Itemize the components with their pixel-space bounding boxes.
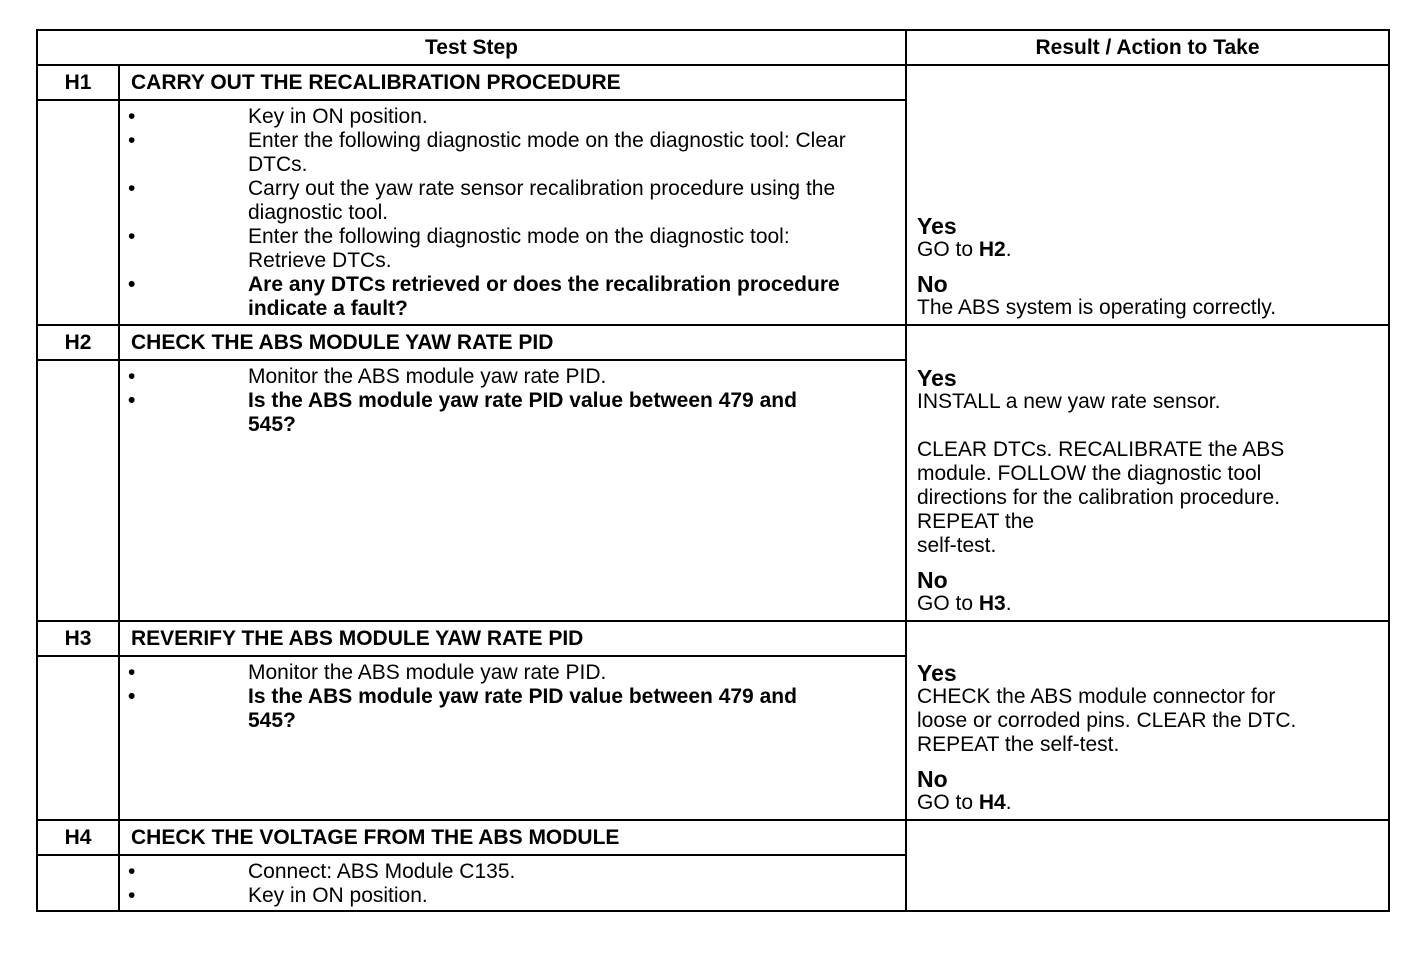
result-yes — [917, 661, 1388, 757]
bullet-item — [120, 273, 905, 321]
bullet-icon: • — [128, 129, 136, 152]
bullet-line: Enter the following diagnostic mode on the diagnostic tool: — [248, 225, 790, 248]
result-label: No — [917, 271, 948, 297]
bullet-line: Monitor the ABS module yaw rate PID. — [248, 365, 607, 388]
header-result: Result / Action to Take — [906, 30, 1389, 65]
bullet-line: DTCs. — [248, 153, 308, 176]
result-yes — [917, 366, 1388, 558]
result-no — [917, 272, 1388, 320]
step-id: H4 — [37, 820, 119, 855]
result-line — [917, 534, 1388, 558]
result-label: Yes — [917, 365, 957, 391]
bullet-line: Is the ABS module yaw rate PID value between 479 and — [248, 685, 797, 708]
step-title: CHECK THE ABS MODULE YAW RATE PID — [119, 325, 906, 360]
result-line — [917, 510, 1388, 534]
bullet-item — [120, 884, 905, 908]
bullet-item — [120, 685, 905, 733]
step-title: CARRY OUT THE RECALIBRATION PROCEDURE — [119, 65, 906, 100]
result-line — [917, 791, 1388, 815]
bullet-item — [120, 365, 905, 389]
bullet-item — [120, 860, 905, 884]
result-no — [917, 568, 1388, 616]
step-result — [906, 325, 1389, 621]
result-text: GO to — [917, 238, 979, 261]
bullet-icon: • — [128, 685, 136, 708]
result-label: Yes — [917, 660, 957, 686]
bullet-item — [120, 129, 905, 177]
step-result — [906, 621, 1389, 820]
result-text: CLEAR DTCs. RECALIBRATE the ABS — [917, 438, 1285, 461]
step-id: H3 — [37, 621, 119, 656]
step-title: REVERIFY THE ABS MODULE YAW RATE PID — [119, 621, 906, 656]
result-text: loose or corroded pins. CLEAR the DTC. — [917, 709, 1297, 732]
step-id-empty — [37, 855, 119, 911]
bullet-line: 545? — [248, 413, 296, 436]
bullet-icon: • — [128, 661, 136, 684]
result-line — [917, 238, 1388, 262]
result-line — [917, 390, 1388, 414]
header-row — [37, 30, 1389, 65]
result-line — [917, 296, 1388, 320]
bullet-icon: • — [128, 860, 136, 883]
bullet-icon: • — [128, 389, 136, 412]
bullet-line: Are any DTCs retrieved or does the recalibration procedure — [248, 273, 840, 296]
bullet-line: Retrieve DTCs. — [248, 249, 392, 272]
step-id-empty — [37, 656, 119, 820]
result-text: directions for the calibration procedure. — [917, 486, 1281, 509]
result-text: self-test. — [917, 534, 997, 557]
step-id: H2 — [37, 325, 119, 360]
step-body — [119, 100, 906, 325]
step-id-empty — [37, 360, 119, 621]
step-body — [119, 360, 906, 621]
bullet-item — [120, 225, 905, 273]
bullet-line: Enter the following diagnostic mode on the diagnostic tool: Clear — [248, 129, 846, 152]
result-text: GO to — [917, 791, 979, 814]
result-label: Yes — [917, 213, 957, 239]
bullet-icon: • — [128, 225, 136, 248]
bullet-line: indicate a fault? — [248, 297, 408, 320]
bullet-item — [120, 105, 905, 129]
step-title-row — [37, 65, 1389, 100]
step-reference: H2 — [978, 238, 1006, 261]
result-text: REPEAT the self-test. — [917, 733, 1120, 756]
bullet-line: Key in ON position. — [248, 105, 428, 128]
result-text: module. FOLLOW the diagnostic tool — [917, 462, 1262, 485]
diagnostic-test-table — [36, 29, 1390, 912]
result-line — [917, 438, 1388, 462]
result-text: . — [1005, 238, 1012, 261]
result-text: INSTALL a new yaw rate sensor. — [917, 390, 1221, 413]
result-line — [917, 733, 1388, 757]
bullet-line: Is the ABS module yaw rate PID value between 479 and — [248, 389, 797, 412]
result-line — [917, 685, 1388, 709]
step-reference: H3 — [978, 592, 1006, 615]
result-line — [917, 414, 1388, 438]
result-text: . — [1005, 791, 1012, 814]
bullet-line: 545? — [248, 709, 296, 732]
bullet-line: Carry out the yaw rate sensor recalibration procedure using the — [248, 177, 836, 200]
result-line — [917, 592, 1388, 616]
result-label: No — [917, 766, 948, 792]
step-id-empty — [37, 100, 119, 325]
result-line — [917, 709, 1388, 733]
result-line — [917, 462, 1388, 486]
result-no — [917, 767, 1388, 815]
step-reference: H4 — [978, 791, 1006, 814]
step-result — [906, 820, 1389, 911]
bullet-icon: • — [128, 177, 136, 200]
result-text: CHECK the ABS module connector for — [917, 685, 1276, 708]
result-text: REPEAT the — [917, 510, 1035, 533]
result-text: . — [1005, 592, 1012, 615]
step-title-row — [37, 325, 1389, 360]
result-yes — [917, 214, 1388, 262]
bullet-item — [120, 177, 905, 225]
step-body — [119, 656, 906, 820]
step-title-row — [37, 820, 1389, 855]
bullet-item — [120, 389, 905, 437]
step-result — [906, 65, 1389, 325]
bullet-line: Connect: ABS Module C135. — [248, 860, 516, 883]
bullet-icon: • — [128, 884, 136, 907]
step-body — [119, 855, 906, 911]
bullet-line: Key in ON position. — [248, 884, 428, 907]
step-title-row — [37, 621, 1389, 656]
step-title: CHECK THE VOLTAGE FROM THE ABS MODULE — [119, 820, 906, 855]
bullet-icon: • — [128, 105, 136, 128]
result-line — [917, 486, 1388, 510]
header-test-step: Test Step — [37, 30, 906, 65]
bullet-icon: • — [128, 273, 136, 296]
result-label: No — [917, 567, 948, 593]
bullet-item — [120, 661, 905, 685]
result-text: The ABS system is operating correctly. — [917, 296, 1277, 319]
result-text: GO to — [917, 592, 979, 615]
bullet-line: diagnostic tool. — [248, 201, 389, 224]
bullet-line: Monitor the ABS module yaw rate PID. — [248, 661, 607, 684]
bullet-icon: • — [128, 365, 136, 388]
step-id: H1 — [37, 65, 119, 100]
